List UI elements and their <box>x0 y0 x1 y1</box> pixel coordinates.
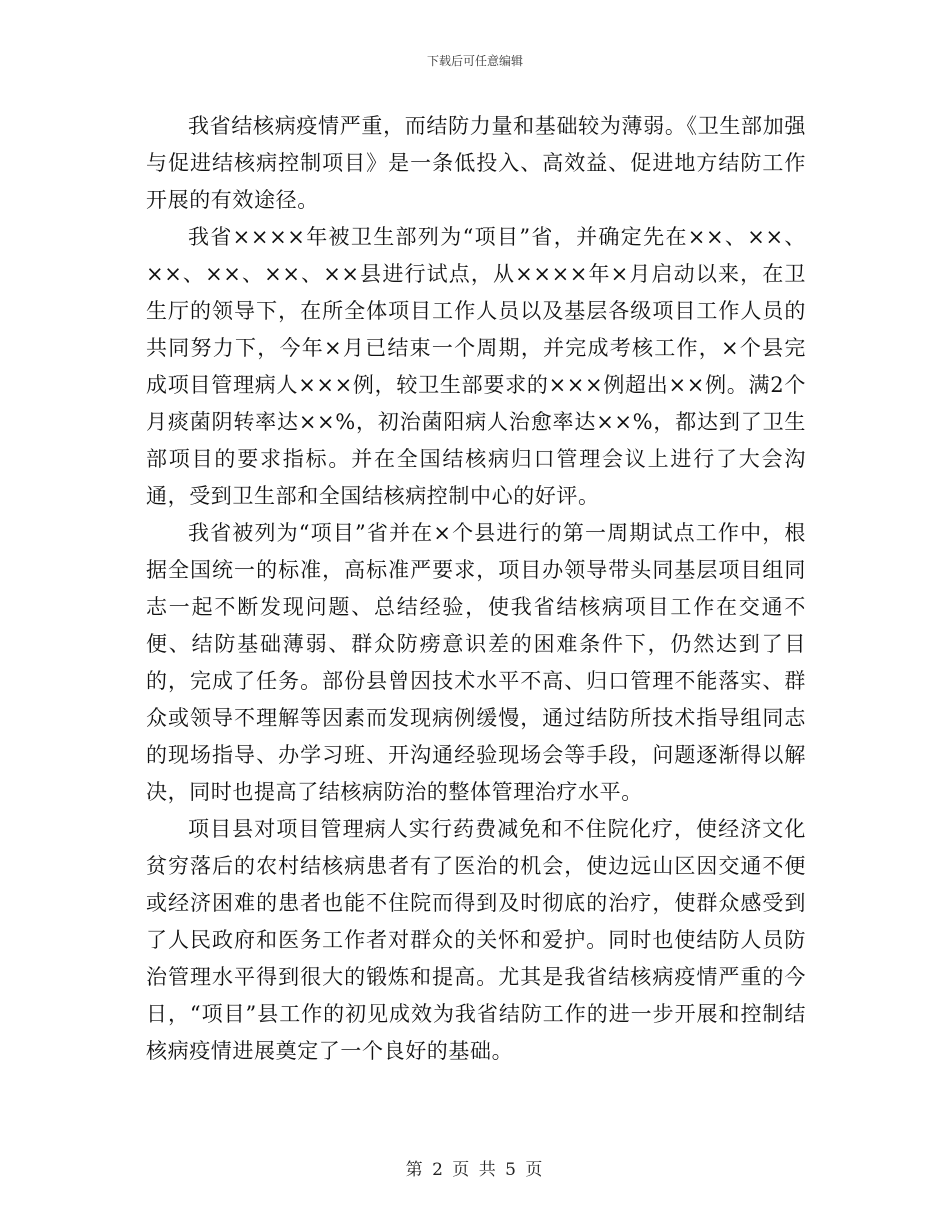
page-header: 下载后可任意编辑 <box>426 54 523 68</box>
paragraph-3: 我省被列为“项目”省并在×个县进行的第一周期试点工作中，根据全国统一的标准，高标准严要求，项目办领导带头同基层项目组同志一起不断发现问题、总结经验，使我省结核病项目工作在交通不便、结防基础薄弱、群众防痨意识差的困难条件下，仍然达到了目的，完成了任务。部份县曾因技术水平不高、归口管理不能落实、群众或领导不理解等因素而发现病例缓慢，通过结防所技术指导组同志的现场指导、办学习班、开沟通经验现场会等手段，问题逐渐得以解决，同时也提高了结核病防治的整体管理治疗水平。 <box>146 521 806 804</box>
paragraph-1: 我省结核病疫情严重，而结防力量和基础较为薄弱。《卫生部加强与促进结核病控制项目》是一条低投入、高效益、促进地方结防工作开展的有效途径。 <box>146 114 806 212</box>
paragraph-4: 项目县对项目管理病人实行药费减免和不住院化疗，使经济文化贫穷落后的农村结核病患者有了医治的机会，使边远山区因交通不便或经济困难的患者也能不住院而得到及时彻底的治疗，使群众感受到了人民政府和医务工作者对群众的关怀和爱护。同时也使结防人员防治管理水平得到很大的锻炼和提高。尤其是我省结核病疫情严重的今日，“项目”县工作的初见成效为我省结防工作的进一步开展和控制结核病疫情进展奠定了一个良好的基础。 <box>146 817 806 1063</box>
page-footer: 第 2 页 共 5 页 <box>405 1160 545 1180</box>
document-body <box>146 108 806 1070</box>
paragraph-2: 我省××××年被卫生部列为“项目”省，并确定先在××、××、××、××、××、××县进行试点，从××××年×月启动以来，在卫生厅的领导下，在所全体项目工作人员以及基层各级项目工作人员的共同努力下，今年×月已结束一个周期，并完成考核工作，×个县完成项目管理病人×××例，较卫生部要求的×××例超出××例。满2个月痰菌阴转率达××%，初治菌阳病人治愈率达××%，都达到了卫生部项目的要求指标。并在全国结核病归口管理会议上进行了大会沟通，受到卫生部和全国结核病控制中心的好评。 <box>146 225 806 508</box>
